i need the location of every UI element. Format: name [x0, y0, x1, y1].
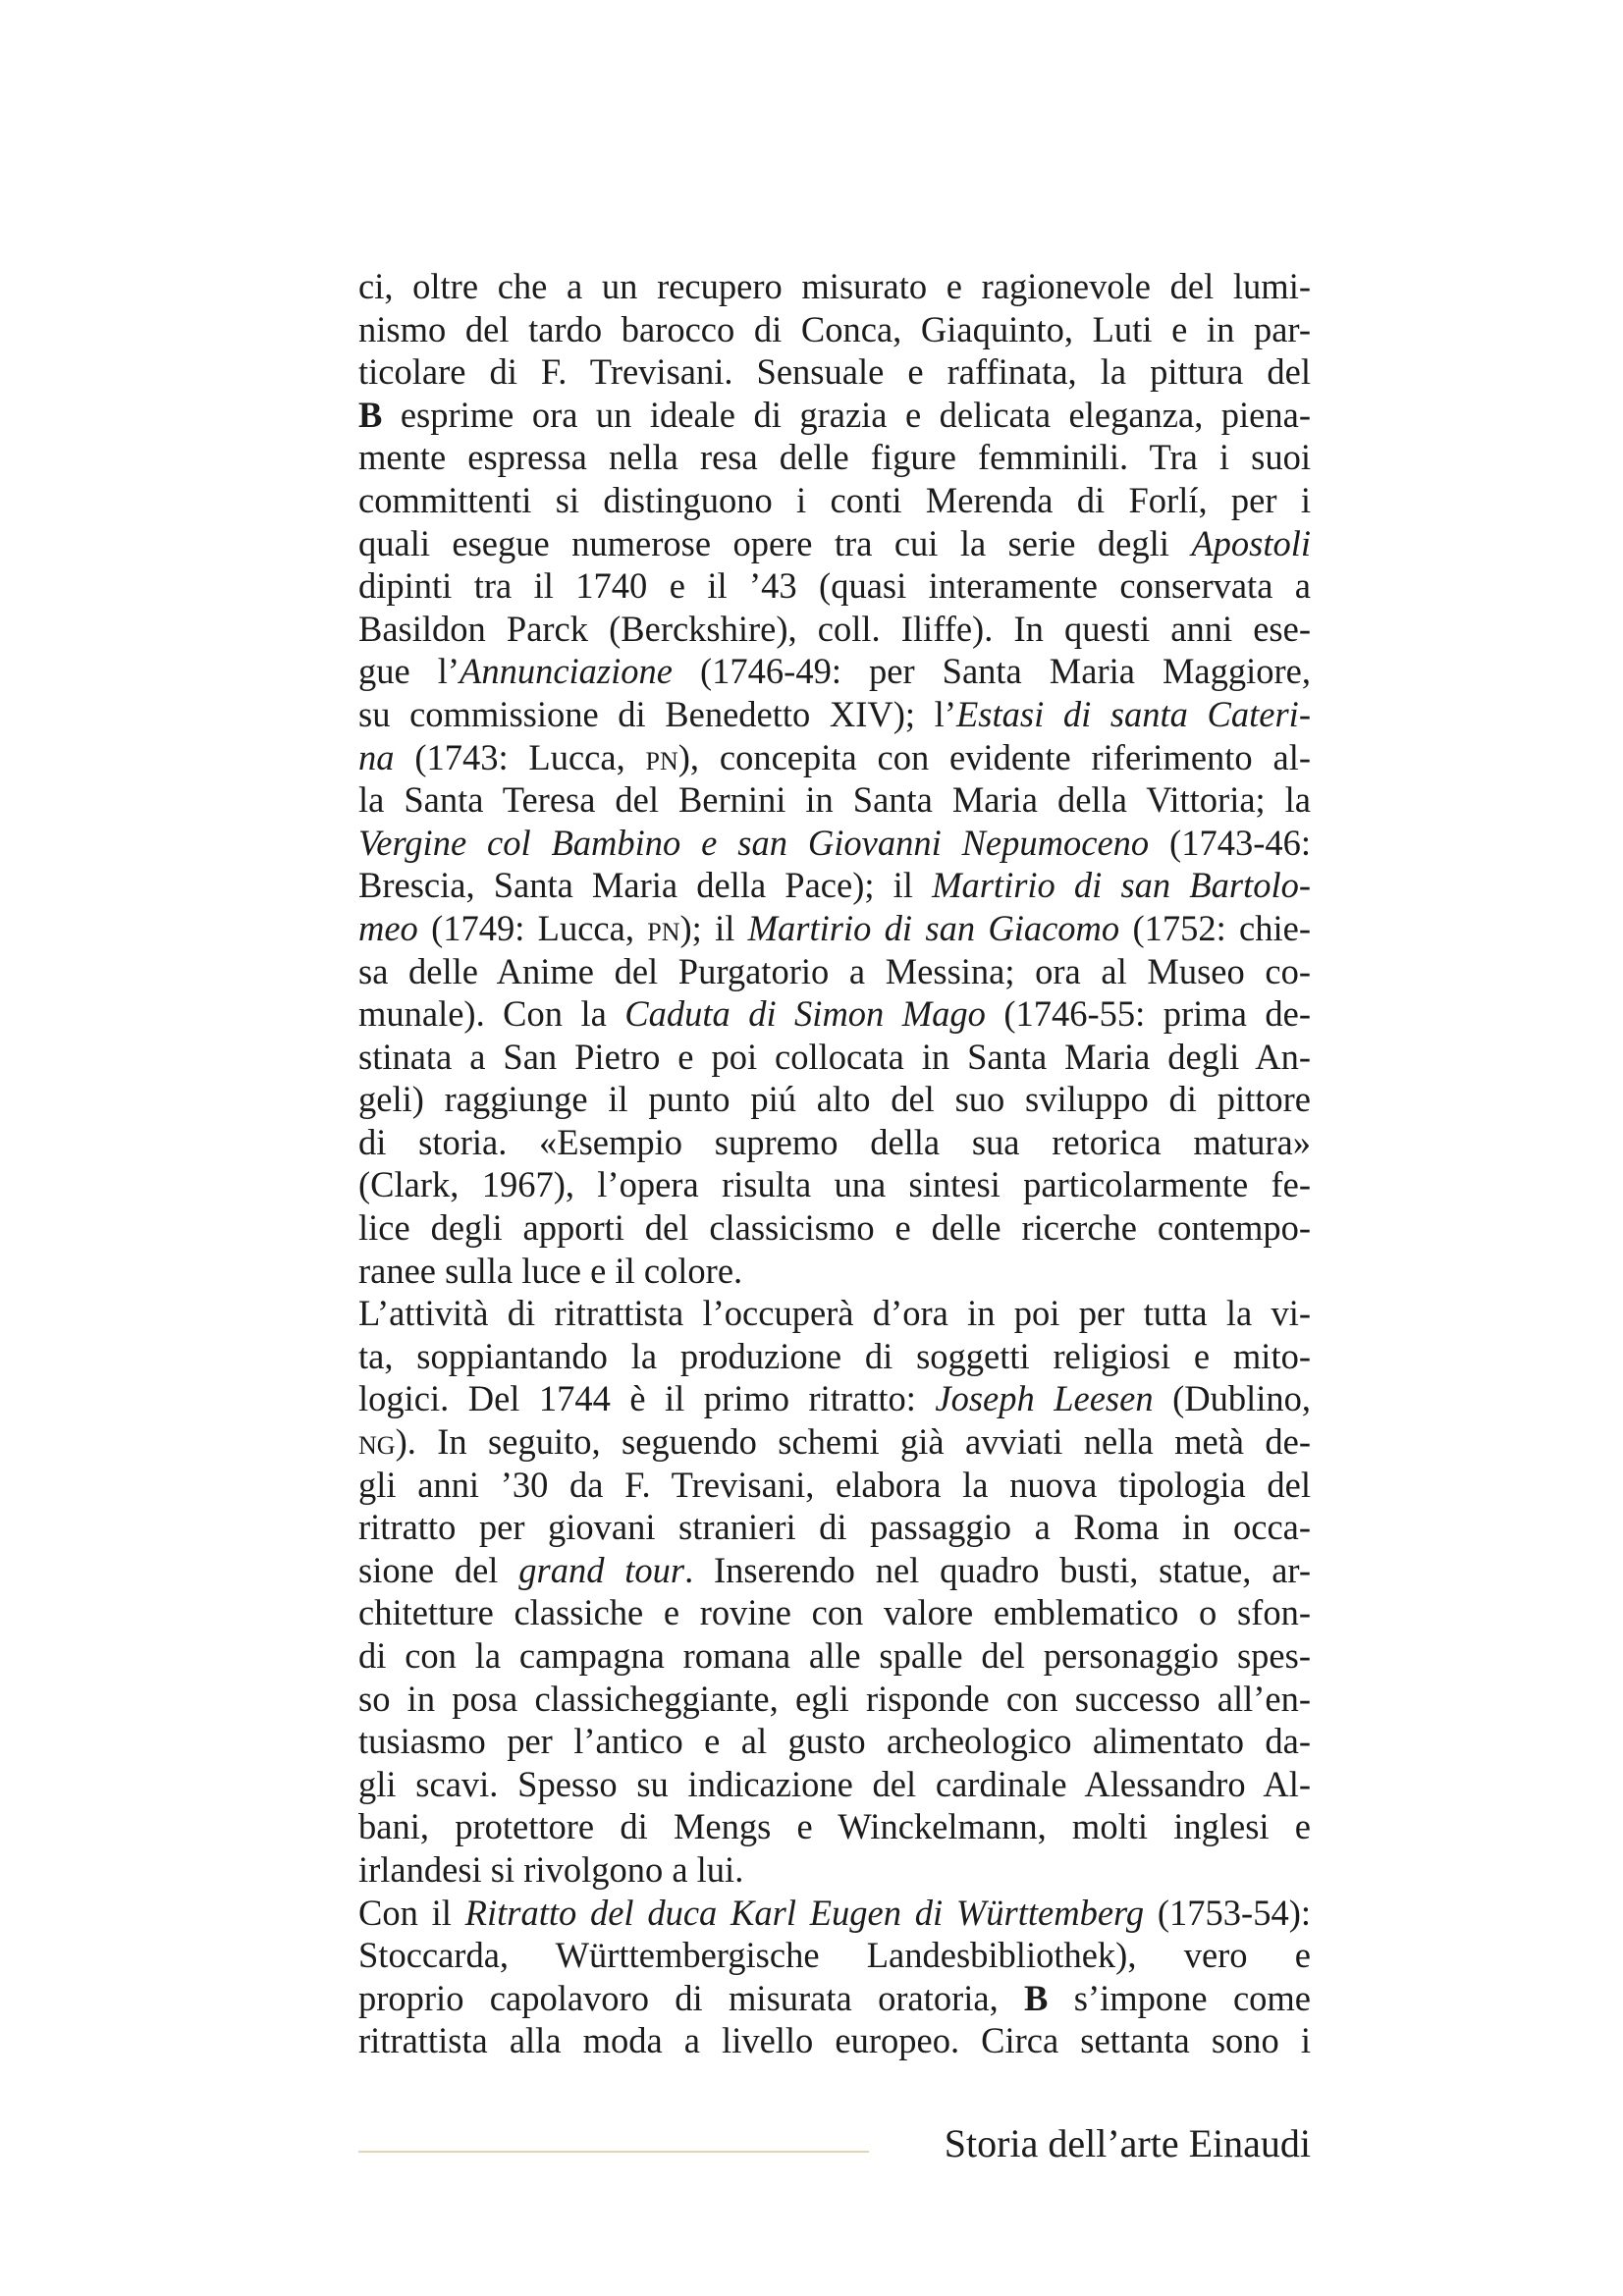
text-line [358, 1206, 1311, 1250]
italic-title: Ritratto del duca Karl Eugen di Württemberg [464, 1892, 1145, 1933]
text-run: ci, oltre che a un recupero misurato e ragionevole del lumi- [358, 266, 1311, 306]
text-run: ranee sulla luce e il colore. [358, 1250, 743, 1291]
text-line [358, 564, 1311, 608]
text-run: gli scavi. Spesso su indicazione del cardinale Alessandro Al- [358, 1763, 1311, 1804]
text-line [358, 1591, 1311, 1634]
text-run: mente espressa nella resa delle figure femminili. Tra i suoi [358, 437, 1311, 478]
text-line [358, 479, 1311, 522]
text-line [358, 1934, 1311, 1977]
text-run: ). In seguito, seguendo schemi già avviati nella metà de- [395, 1421, 1311, 1463]
text-run: quali esegue numerose opere tra cui la serie degli [358, 522, 1192, 563]
small-caps-abbrev: ng [358, 1421, 396, 1463]
text-line [358, 822, 1311, 865]
text-run: chitetture classiche e rovine con valore emblematico o sfon- [358, 1592, 1311, 1633]
text-line [358, 1848, 1311, 1892]
text-run: ritratto per giovani stranieri di passaggio a Roma in occa- [358, 1507, 1311, 1548]
text-line [358, 736, 1311, 779]
text-run: munale). Con la [358, 993, 625, 1035]
text-run: geli) raggiunge il punto piú alto del suo sviluppo di pittore [358, 1079, 1311, 1120]
italic-title: grand tour [518, 1549, 685, 1590]
text-line [358, 1335, 1311, 1378]
text-run: su commissione di Benedetto XIV); l’ [358, 693, 956, 734]
text-line [358, 608, 1311, 651]
text-line [358, 522, 1311, 565]
text-line [358, 2019, 1311, 2062]
text-line [358, 1163, 1311, 1206]
text-run: tusiasmo per l’antico e al gusto archeologico alimentato da- [358, 1721, 1311, 1762]
italic-title: Annunciazione [460, 651, 673, 692]
footer-rule [358, 2151, 869, 2153]
text-line [358, 1634, 1311, 1678]
text-run: (1753-54): [1144, 1892, 1312, 1933]
text-line [358, 1420, 1311, 1464]
text-line [358, 1506, 1311, 1549]
text-run: ritrattista alla moda a livello europeo. Circa settanta sono i [358, 2020, 1311, 2061]
italic-title: Estasi di santa Cateri- [955, 693, 1311, 734]
text-run: so in posa classicheggiante, egli risponde con successo all’en- [358, 1678, 1311, 1719]
text-run: Basildon Parck (Berckshire), coll. Iliffe). In questi anni ese- [358, 608, 1311, 649]
text-run: dipinti tra il 1740 e il ’43 (quasi interamente conservata a [358, 565, 1311, 607]
text-run: lice degli apporti del classicismo e delle ricerche contempo- [358, 1207, 1311, 1249]
text-run: irlandesi si rivolgono a lui. [358, 1848, 744, 1890]
text-run: L’attività di ritrattista l’occuperà d’ora in poi per tutta la vi- [358, 1293, 1311, 1334]
text-line [358, 1250, 1311, 1293]
text-line [358, 778, 1311, 822]
text-run: gue l’ [358, 651, 460, 692]
italic-title: na [358, 736, 395, 777]
body-text [358, 265, 1311, 2062]
text-run: (1743-46: [1149, 822, 1311, 863]
text-run: ); il [679, 907, 748, 948]
text-line [358, 1464, 1311, 1507]
text-line [358, 1549, 1311, 1592]
text-line [358, 308, 1311, 351]
text-line [358, 1678, 1311, 1721]
text-line [358, 1977, 1311, 2020]
text-run: gli anni ’30 da F. Trevisani, elabora la nuova tipologia del [358, 1464, 1311, 1505]
text-run: stinata a San Pietro e poi collocata in Santa Maria degli An- [358, 1036, 1311, 1077]
text-line [358, 1763, 1311, 1806]
text-run: logici. Del 1744 è il primo ritratto: [358, 1378, 936, 1419]
text-run: di storia. «Esempio supremo della sua retorica matura» [358, 1121, 1311, 1162]
italic-title: Joseph Leesen [935, 1378, 1154, 1419]
text-line [358, 265, 1311, 308]
text-line [358, 1892, 1311, 1935]
text-line [358, 1377, 1311, 1420]
bold-initial: B [1024, 1977, 1049, 2018]
text-line [358, 1078, 1311, 1121]
text-run: (Clark, 1967), l’opera risulta una sintesi particolarmente fe- [358, 1164, 1311, 1205]
text-run: bani, protettore di Mengs e Winckelmann, molti inglesi e [358, 1806, 1311, 1847]
italic-title: Vergine col Bambino e san Giovanni Nepumoceno [358, 822, 1150, 863]
footer-title: Storia dell’arte Einaudi [944, 2121, 1311, 2165]
text-run: s’impone come [1048, 1977, 1311, 2018]
text-run: (1746-49: per Santa Maria Maggiore, [672, 651, 1312, 692]
text-run: (Dublino, [1153, 1378, 1311, 1419]
text-line [358, 650, 1311, 693]
text-run: sa delle Anime del Purgatorio a Messina; ora al Museo co- [358, 950, 1311, 991]
text-run: Brescia, Santa Maria della Pace); il [358, 865, 933, 906]
text-run: esprime ora un ideale di grazia e delicata eleganza, piena- [382, 394, 1311, 435]
text-line [358, 864, 1311, 907]
text-run: (1743: Lucca, [394, 736, 646, 777]
italic-title: meo [358, 907, 418, 948]
text-run: sione del [358, 1549, 519, 1590]
text-line [358, 1720, 1311, 1763]
text-run: la Santa Teresa del Bernini in Santa Maria della Vittoria; la [358, 779, 1311, 821]
text-line [358, 992, 1311, 1036]
italic-title: Caduta di Simon Mago [624, 993, 986, 1035]
text-run: . Inserendo nel quadro busti, statue, ar- [684, 1549, 1312, 1590]
text-line [358, 350, 1311, 394]
small-caps-abbrev: pn [647, 907, 680, 948]
text-line [358, 693, 1311, 736]
bold-initial: B [358, 394, 383, 435]
text-run: ta, soppiantando la produzione di soggetti religiosi e mito- [358, 1335, 1311, 1376]
italic-title: Apostoli [1191, 522, 1311, 563]
text-run: (1746-55: prima de- [985, 993, 1311, 1035]
text-run: nismo del tardo barocco di Conca, Giaquinto, Luti e in par- [358, 308, 1311, 349]
text-run: di con la campagna romana alle spalle del personaggio spes- [358, 1635, 1311, 1676]
italic-title: Martirio di san Giacomo [747, 907, 1120, 948]
text-run: proprio capolavoro di misurata oratoria, [358, 1977, 1025, 2018]
text-line [358, 1805, 1311, 1848]
text-line [358, 394, 1311, 437]
text-line [358, 950, 1311, 993]
text-run: ), concepita con evidente riferimento al- [677, 736, 1311, 777]
text-run: Con il [358, 1892, 465, 1933]
text-run: Stoccarda, Württembergische Landesbibliothek), vero e [358, 1935, 1311, 1976]
text-line [358, 1036, 1311, 1079]
text-run: (1752: chie- [1119, 907, 1311, 948]
text-line [358, 1121, 1311, 1164]
text-run: (1749: Lucca, [417, 907, 648, 948]
text-line [358, 436, 1311, 479]
text-run: ticolare di F. Trevisani. Sensuale e raffinata, la pittura del [358, 351, 1311, 393]
text-line [358, 1292, 1311, 1335]
italic-title: Martirio di san Bartolo- [932, 865, 1311, 906]
text-line [358, 907, 1311, 950]
small-caps-abbrev: pn [645, 736, 678, 777]
text-run: committenti si distinguono i conti Merenda di Forlí, per i [358, 479, 1311, 520]
